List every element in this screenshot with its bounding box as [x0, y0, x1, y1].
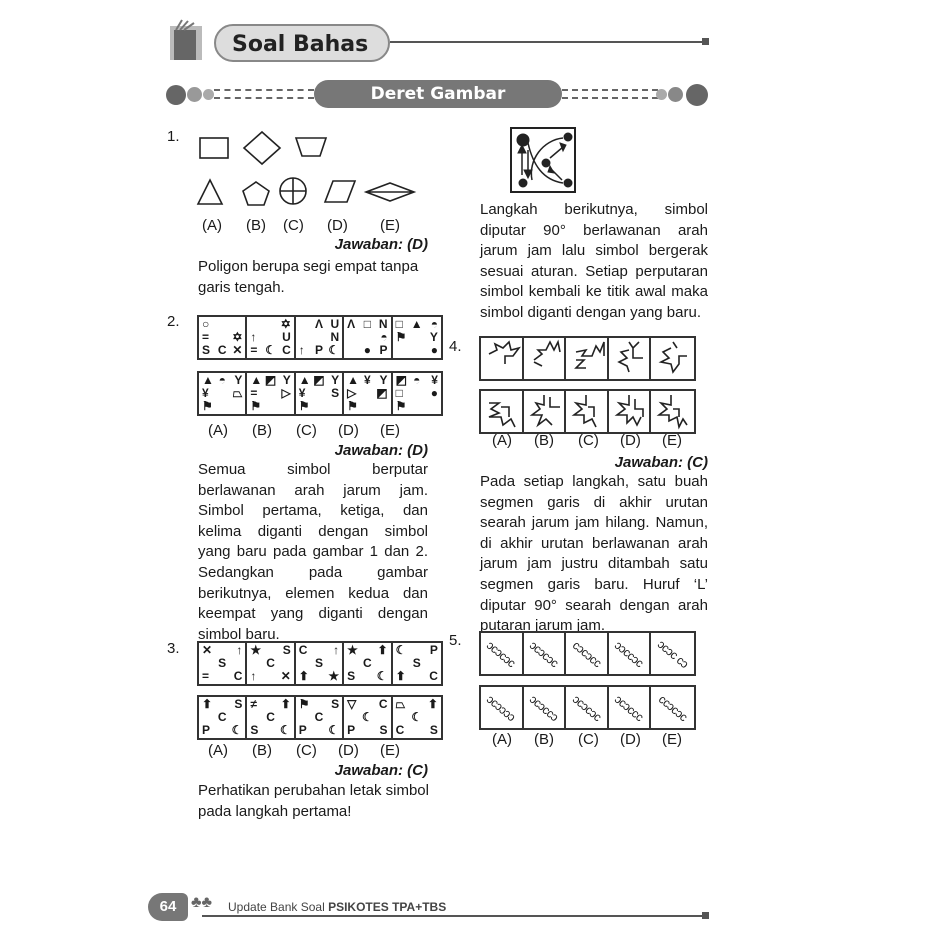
answer: Jawaban: (D) [334, 442, 428, 459]
symbol: C [233, 669, 243, 683]
symbol: = [202, 330, 210, 344]
dot [686, 84, 708, 106]
symbol-cell [247, 697, 295, 738]
symbol: ◓ [430, 317, 438, 331]
page-number-badge [148, 893, 188, 921]
symbol [410, 387, 424, 400]
symbol: C [395, 723, 405, 737]
symbol: ☾ [265, 343, 276, 357]
symbol: ◓ [218, 373, 226, 387]
dot [656, 89, 667, 100]
option-label: (D) [338, 742, 359, 759]
symbol: P [429, 643, 438, 657]
symbol: □ [363, 317, 371, 331]
symbol [215, 318, 228, 331]
symbol: C [266, 710, 275, 724]
dot [668, 87, 683, 102]
symbol [264, 318, 277, 331]
figure-cell [481, 633, 524, 674]
symbol [215, 670, 228, 683]
symbol: ✕ [202, 643, 213, 657]
symbol: Λ [347, 317, 356, 331]
symbol-cell [247, 643, 295, 684]
option-label: (D) [338, 422, 359, 439]
book-title [228, 900, 446, 914]
curve-sequence: ɔcɔc cɔ [654, 636, 691, 671]
symbol [424, 400, 438, 413]
symbol: ▽ [347, 697, 357, 711]
symbol-cell [296, 373, 344, 414]
symbol [215, 400, 228, 413]
question-number: 1. [167, 128, 180, 145]
symbol: U [330, 317, 340, 331]
figure-cell [481, 391, 524, 432]
symbol: ● [430, 343, 438, 357]
symbol: C [217, 343, 227, 357]
symbol [347, 344, 360, 357]
symbol: ▲ [347, 373, 360, 387]
curve-sequence: cɔcɔcc [569, 637, 604, 670]
figure-cell [609, 391, 652, 432]
symbol [229, 400, 242, 413]
figure-cell [566, 633, 609, 674]
explanation: Poligon berupa segi empat tanpa garis tengah. [198, 258, 419, 296]
symbol: ⚑ [298, 399, 310, 413]
section-title: Deret Gambar [314, 80, 562, 108]
symbol: ⏢ [232, 386, 243, 400]
figure-cell [651, 391, 694, 432]
symbol: C [314, 710, 324, 724]
symbol [299, 318, 312, 331]
q5-options [479, 685, 696, 730]
symbol: S [314, 656, 323, 670]
symbol: P [379, 343, 388, 357]
symbol: Y [379, 373, 388, 387]
symbol [361, 670, 374, 683]
symbol: ↑ [333, 643, 340, 657]
question-number: 5. [449, 632, 462, 649]
symbol-cell [393, 697, 441, 738]
symbol-cell [393, 643, 441, 684]
symbol: ★ [328, 669, 340, 683]
symbol [277, 400, 290, 413]
symbol: ◩ [376, 386, 388, 400]
option-label: (A) [492, 731, 512, 748]
symbol: S [331, 697, 340, 711]
option-label: (E) [662, 432, 682, 449]
symbol: ⬆ [427, 697, 438, 711]
figure-cell [524, 338, 567, 379]
option-label: (D) [620, 731, 641, 748]
symbol: ☾ [361, 710, 373, 724]
symbol [312, 670, 325, 683]
symbol [410, 400, 424, 413]
symbol: ↑ [298, 343, 305, 357]
symbol: S [282, 643, 291, 657]
explanation: Semua simbol berputar berlawanan arah jarum jam. Simbol pertama, ketiga, dan kelima diganti dengan simbol yang baru pada gambar 1 dan 2. Sedangkan pada gambar berikutnya, elemen kedua dan keempat yang diganti dengan simbol baru. [198, 461, 428, 643]
symbol-cell [344, 643, 392, 684]
symbol: ⚑ [298, 697, 310, 711]
symbol: P [347, 723, 356, 737]
symbol: ⚑ [250, 399, 262, 413]
symbol [215, 387, 228, 400]
symbol: ★ [347, 643, 358, 657]
symbol: ● [430, 386, 438, 400]
symbol-cell [199, 697, 247, 738]
curve-sequence: ɔcɔcɔc [569, 691, 604, 724]
option-label: (C) [296, 742, 317, 759]
symbol: ¥ [298, 386, 306, 400]
dot [203, 89, 214, 100]
symbol: ⬆ [202, 697, 213, 711]
symbol: ↑ [250, 669, 257, 683]
symbol: C [217, 710, 227, 724]
figure-cell [566, 338, 609, 379]
symbol: ☾ [231, 723, 243, 737]
symbol [410, 724, 424, 737]
curve-sequence: ccɔcɔc [655, 691, 690, 724]
symbol-cell [199, 643, 247, 684]
option-label: (E) [380, 742, 400, 759]
explanation: Langkah berikutnya, simbol diputar 90° berlawanan arah jarum jam lalu simbol bergerak sesuai aturan. Setiap perputaran simbol kembali ke titik awal maka simbol diganti dengan yang baru. [480, 201, 708, 321]
symbol: C [266, 656, 275, 670]
symbol: Y [331, 373, 340, 387]
page-title: Soal Bahas [214, 24, 390, 62]
symbol: ◩ [395, 373, 407, 387]
symbol-cell [199, 317, 247, 358]
symbol [312, 400, 325, 413]
explanation: Perhatikan perubahan letak simbol pada langkah pertama! [198, 782, 429, 820]
symbol [264, 670, 277, 683]
figure-cell [524, 391, 567, 432]
book-title-bold: PSIKOTES TPA+TBS [328, 900, 447, 914]
symbol: C [363, 656, 372, 670]
curve-sequence: ɔcɔccɔ [526, 691, 562, 724]
symbol: Λ [314, 317, 323, 331]
symbol: S [347, 669, 356, 683]
symbol: ▲ [250, 373, 263, 387]
symbol: ⬆ [395, 669, 406, 683]
symbol: ☾ [376, 669, 388, 683]
symbol: = [250, 386, 258, 400]
q4-sequence [479, 336, 696, 381]
symbol [361, 724, 374, 737]
symbol: S [331, 386, 340, 400]
symbol: Y [282, 373, 291, 387]
curve-sequence: ɔcɔcɔc [526, 637, 562, 670]
symbol-cell [247, 373, 295, 414]
book-icon [168, 18, 208, 62]
curve-sequence: ɔcɔccc [611, 691, 647, 724]
symbol: P [298, 723, 307, 737]
symbol: ★ [250, 643, 262, 657]
option-label: (B) [252, 422, 272, 439]
symbol: ¥ [364, 373, 371, 387]
symbol: ⚑ [395, 330, 407, 344]
symbol: C [298, 643, 308, 657]
symbol: ▲ [410, 317, 423, 331]
symbol: Y [234, 373, 243, 387]
symbol [361, 387, 374, 400]
figure-cell [481, 338, 524, 379]
symbol: ⏢ [395, 697, 406, 711]
symbol: ◩ [264, 373, 277, 387]
symbol: C [282, 343, 291, 357]
divider-end [702, 912, 709, 919]
symbol [264, 387, 277, 400]
symbol: ⚑ [347, 399, 358, 413]
q4-options [479, 389, 696, 434]
q2-options [197, 371, 443, 416]
option-label: (D) [620, 432, 641, 449]
symbol: S [429, 723, 438, 737]
option-label: (B) [534, 432, 554, 449]
symbol: ↑ [236, 643, 243, 657]
symbol: ● [363, 343, 371, 357]
symbol: ◓ [413, 373, 421, 387]
symbol [374, 400, 387, 413]
symbol: ✡ [232, 330, 243, 344]
option-label: (B) [534, 731, 554, 748]
symbol: ⬆ [377, 643, 388, 657]
symbol: N [378, 317, 388, 331]
symbol: ◓ [380, 330, 388, 344]
symbol [326, 400, 339, 413]
option-label: (B) [246, 217, 266, 234]
symbol: U [282, 330, 291, 344]
rotation-diagram [508, 125, 578, 195]
symbol: S [379, 723, 388, 737]
symbol: □ [395, 386, 403, 400]
symbol-cell [393, 373, 441, 414]
q3-sequence [197, 641, 443, 686]
symbol: ☾ [395, 643, 407, 657]
q3-options [197, 695, 443, 740]
symbol: ▲ [202, 373, 214, 387]
symbol: ○ [202, 317, 210, 331]
answer: Jawaban: (C) [334, 762, 428, 779]
dot [187, 87, 202, 102]
explanation: Pada setiap langkah, satu buah segmen garis di akhir urutan searah jarum jam hilang. Namun, di akhir urutan berlawanan arah jarum jam justru ditambah satu segmen garis baru. Huruf ‘L’ diputar 90° searah dengan arah putaran jarum jam. [480, 473, 708, 635]
symbol [264, 724, 277, 737]
symbol: S [234, 697, 243, 711]
curve-sequence: ɔcɔcɔc [484, 637, 519, 670]
symbol: = [202, 669, 210, 683]
symbol: ✕ [280, 669, 291, 683]
curve-sequence: ɔcɔɔɔɔ [484, 691, 519, 724]
symbol-cell [296, 317, 344, 358]
symbol-cell [344, 697, 392, 738]
symbol: ¥ [431, 373, 438, 387]
figure-cell [524, 633, 567, 674]
symbol: ⚑ [202, 399, 213, 413]
symbol-cell [344, 317, 392, 358]
symbol: ⚑ [395, 399, 407, 413]
option-label: (C) [578, 731, 599, 748]
symbol-cell [393, 317, 441, 358]
question-number: 3. [167, 640, 180, 657]
symbol: ✡ [280, 317, 291, 331]
dash-line [214, 89, 314, 99]
symbol: ⬆ [280, 697, 291, 711]
symbol: P [202, 723, 211, 737]
symbol: = [250, 343, 258, 357]
symbol: ▲ [298, 373, 311, 387]
q1-shapes [190, 128, 430, 213]
symbol [347, 331, 360, 344]
symbol [312, 724, 325, 737]
divider-end [702, 38, 709, 45]
curve-sequence: ɔɔccɔc [611, 637, 647, 670]
book-title-prefix: Update Bank Soal [228, 900, 329, 914]
symbol: ⬆ [298, 669, 309, 683]
figure-cell [651, 687, 694, 728]
symbol: S [202, 343, 211, 357]
symbol-cell [247, 317, 295, 358]
option-label: (D) [327, 217, 348, 234]
symbol [410, 331, 424, 344]
figure-cell [609, 338, 652, 379]
q2-sequence [197, 315, 443, 360]
symbol-cell [344, 373, 392, 414]
option-label: (E) [380, 422, 400, 439]
symbol: ≠ [250, 697, 257, 711]
symbol: ↑ [250, 330, 257, 344]
symbol: Y [429, 330, 438, 344]
option-label: (C) [578, 432, 599, 449]
symbol: ☾ [411, 710, 423, 724]
symbol [312, 387, 325, 400]
page-number: 64 [159, 898, 177, 915]
symbol: ▷ [347, 386, 357, 400]
option-label: (B) [252, 742, 272, 759]
figure-cell [566, 687, 609, 728]
figure-cell [524, 687, 567, 728]
option-label: (A) [208, 422, 228, 439]
question-number: 2. [167, 313, 180, 330]
symbol [396, 344, 410, 357]
symbol-cell [199, 373, 247, 414]
symbol [264, 400, 277, 413]
symbol: □ [395, 317, 403, 331]
symbol [361, 400, 374, 413]
symbol: ☾ [328, 343, 340, 357]
figures-icon: ♣♣ [191, 894, 212, 911]
symbol: C [378, 697, 388, 711]
symbol-cell [296, 697, 344, 738]
symbol: ▷ [281, 386, 291, 400]
dot [166, 85, 186, 105]
symbol: ☾ [328, 723, 340, 737]
figure-cell [651, 338, 694, 379]
dash-line [562, 89, 658, 99]
divider [390, 41, 706, 43]
symbol [410, 670, 424, 683]
footer-divider [202, 915, 706, 917]
figure-cell [609, 687, 652, 728]
figure-cell [609, 633, 652, 674]
figure-cell [651, 633, 694, 674]
option-label: (C) [283, 217, 304, 234]
figure-cell [566, 391, 609, 432]
symbol: S [218, 656, 227, 670]
symbol: P [314, 343, 323, 357]
option-label: (E) [380, 217, 400, 234]
option-label: (A) [208, 742, 228, 759]
q5-sequence [479, 631, 696, 676]
symbol-cell [296, 643, 344, 684]
symbol: N [330, 330, 340, 344]
question-number: 4. [449, 338, 462, 355]
symbol: S [412, 656, 421, 670]
symbol: ☾ [280, 723, 291, 737]
answer: Jawaban: (C) [614, 454, 708, 471]
option-label: (E) [662, 731, 682, 748]
figure-cell [481, 687, 524, 728]
answer: Jawaban: (D) [334, 236, 428, 253]
symbol: S [250, 723, 259, 737]
symbol [215, 724, 228, 737]
symbol: ◩ [313, 373, 325, 387]
option-label: (A) [202, 217, 222, 234]
option-label: (C) [296, 422, 317, 439]
symbol: ¥ [202, 386, 209, 400]
option-label: (A) [492, 432, 512, 449]
symbol: C [429, 669, 438, 683]
symbol [410, 344, 424, 357]
symbol: ✕ [232, 343, 243, 357]
